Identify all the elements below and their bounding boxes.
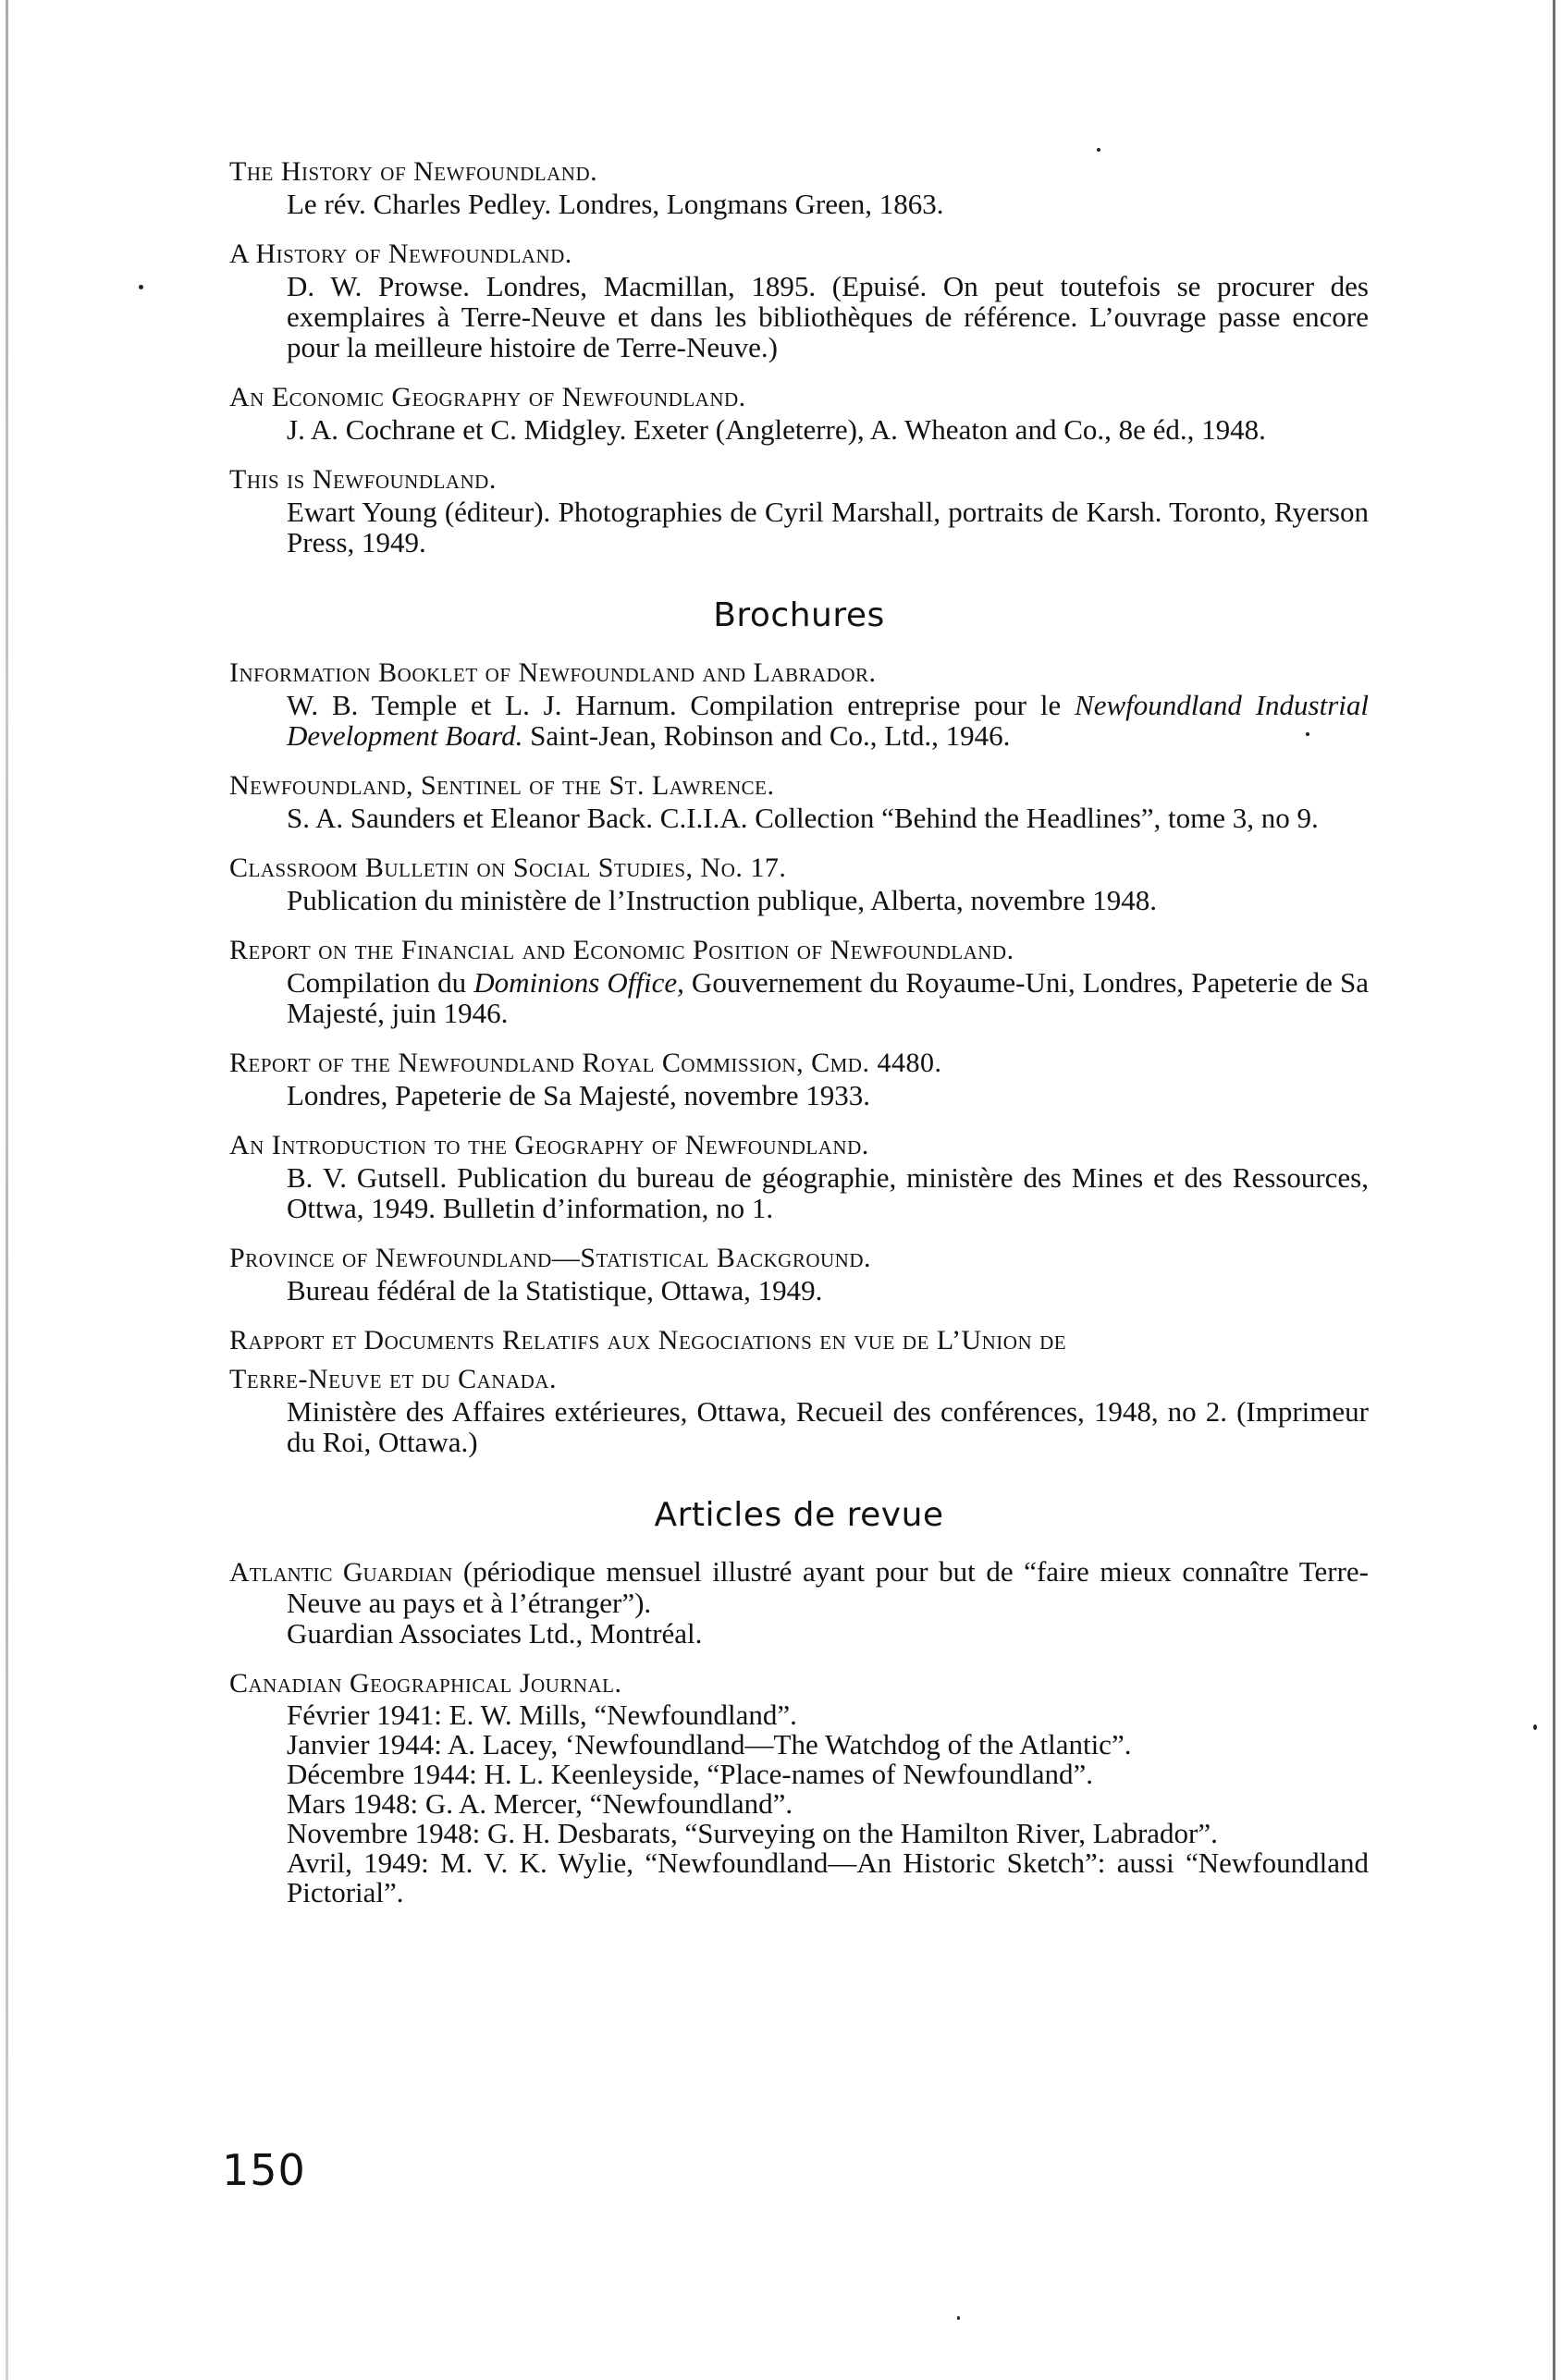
book-title: A History of Newfoundland. xyxy=(229,239,572,269)
article-detail: (périodique mensuel illustré ayant pour but de “faire mieux connaître Terre-Neuve au pays et à l’étranger”). xyxy=(287,1555,1370,1619)
scan-left-edge xyxy=(6,0,8,2380)
brochure-detail-text: Gouvernement du Royaume-Uni, Londres, Papeterie de Sa Majesté, juin 1946. xyxy=(287,966,1370,1029)
article-entry xyxy=(229,1556,1369,1649)
article-list xyxy=(229,1700,1369,1908)
list-item: Avril, 1949: M. V. K. Wylie, “Newfoundland—An Historic Sketch”: aussi “Newfoundland Pictorial”. xyxy=(287,1846,1369,1908)
brochure-detail-italic: Dominions Office, xyxy=(473,966,684,999)
brochure-title: Classroom Bulletin on Social Studies, No. 17. xyxy=(229,853,787,883)
brochure-title: Information Booklet of Newfoundland and Labrador. xyxy=(229,657,877,688)
list-item: Décembre 1944: H. L. Keenleyside, “Place-names of Newfoundland”. xyxy=(287,1758,1093,1790)
book-title: This is Newfoundland. xyxy=(229,464,497,495)
brochure-detail: Londres, Papeterie de Sa Majesté, novembre 1933. xyxy=(287,1079,871,1111)
brochure-title: Terre-Neuve et du Canada. xyxy=(229,1364,557,1394)
book-detail: Le rév. Charles Pedley. Londres, Longmans Green, 1863. xyxy=(287,188,944,220)
list-item: Février 1941: E. W. Mills, “Newfoundland”. xyxy=(287,1699,797,1731)
brochure-detail: Bureau fédéral de la Statistique, Ottawa, 1949. xyxy=(287,1274,823,1307)
list-item: Novembre 1948: G. H. Desbarats, “Surveying on the Hamilton River, Labrador”. xyxy=(287,1817,1218,1849)
brochure-title: Province of Newfoundland—Statistical Background. xyxy=(229,1243,872,1273)
brochure-entry xyxy=(229,1129,1369,1223)
article-entry xyxy=(229,1667,1369,1908)
brochure-title: An Introduction to the Geography of Newfoundland. xyxy=(229,1130,869,1160)
scan-speck xyxy=(139,285,143,289)
list-item: Mars 1948: G. A. Mercer, “Newfoundland”. xyxy=(287,1787,793,1820)
brochure-detail: Publication du ministère de l’Instruction publique, Alberta, novembre 1948. xyxy=(287,884,1158,916)
book-entry xyxy=(229,155,1369,219)
bibliography-page xyxy=(229,155,1369,1926)
brochure-title: Newfoundland, Sentinel of the St. Lawrence. xyxy=(229,770,775,801)
brochure-detail: S. A. Saunders et Eleanor Back. C.I.I.A. Collection “Behind the Headlines”, tome 3, no 9. xyxy=(287,802,1319,834)
brochures-heading: Brochures xyxy=(713,596,885,634)
articles-heading: Articles de revue xyxy=(654,1496,944,1534)
scan-speck xyxy=(957,2316,960,2320)
article-publisher: Guardian Associates Ltd., Montréal. xyxy=(287,1617,703,1650)
article-title: Canadian Geographical Journal. xyxy=(229,1668,622,1699)
article-description xyxy=(229,1556,1369,1618)
brochure-entry xyxy=(229,1047,1369,1110)
article-title: Atlantic Guardian xyxy=(229,1557,453,1588)
brochure-detail-text: W. B. Temple et L. J. Harnum. Compilation entreprise pour le xyxy=(287,689,1075,721)
brochure-entry xyxy=(229,769,1369,833)
brochure-entry xyxy=(229,1324,1369,1457)
book-entry xyxy=(229,381,1369,445)
brochure-entry xyxy=(229,656,1369,751)
page-number: 150 xyxy=(222,2145,306,2195)
book-detail: J. A. Cochrane et C. Midgley. Exeter (Angleterre), A. Wheaton and Co., 8e éd., 1948. xyxy=(287,413,1266,446)
brochure-detail xyxy=(229,690,1369,751)
brochure-detail-text: Compilation du xyxy=(287,966,474,999)
book-title: An Economic Geography of Newfoundland. xyxy=(229,382,746,412)
brochure-title: Rapport et Documents Relatifs aux Negociations en vue de L’Union de xyxy=(229,1325,1067,1356)
brochure-entry xyxy=(229,1242,1369,1306)
book-entry xyxy=(229,463,1369,558)
list-item: Janvier 1944: A. Lacey, ‘Newfoundland—The Watchdog of the Atlantic”. xyxy=(287,1728,1132,1760)
book-entry xyxy=(229,238,1369,362)
brochure-title: Report on the Financial and Economic Position of Newfoundland. xyxy=(229,935,1014,965)
brochure-title: Report of the Newfoundland Royal Commission, Cmd. 4480. xyxy=(229,1048,942,1078)
scan-right-edge xyxy=(1553,0,1555,2380)
brochure-detail: Ministère des Affaires extérieures, Ottawa, Recueil des conférences, 1948, no 2. (Imprimeur du Roi, Ottawa.) xyxy=(287,1395,1369,1458)
brochure-entry xyxy=(229,852,1369,915)
brochure-detail-italic: Newfoundland Industrial Development Board. xyxy=(287,689,1369,752)
book-detail: Ewart Young (éditeur). Photographies de Cyril Marshall, portraits de Karsh. Toronto, Ryerson Press, 1949. xyxy=(287,496,1369,558)
book-detail: D. W. Prowse. Londres, Macmillan, 1895. (Epuisé. On peut toutefois se procurer des exemplaires à Terre-Neuve et dans les bibliothèques de référence. L’ouvrage passe encore pour la meilleure histoire de Terre-Neuve.) xyxy=(287,270,1369,363)
book-title: The History of Newfoundland. xyxy=(229,156,598,187)
brochure-detail-text: Saint-Jean, Robinson and Co., Ltd., 1946. xyxy=(522,719,1011,752)
brochure-detail xyxy=(229,967,1369,1028)
brochure-detail: B. V. Gutsell. Publication du bureau de géographie, ministère des Mines et des Ressources, Ottwa, 1949. Bulletin d’information, no 1. xyxy=(287,1161,1369,1224)
brochure-entry xyxy=(229,934,1369,1028)
scan-speck xyxy=(1533,1724,1537,1730)
scan-speck xyxy=(1097,148,1100,152)
